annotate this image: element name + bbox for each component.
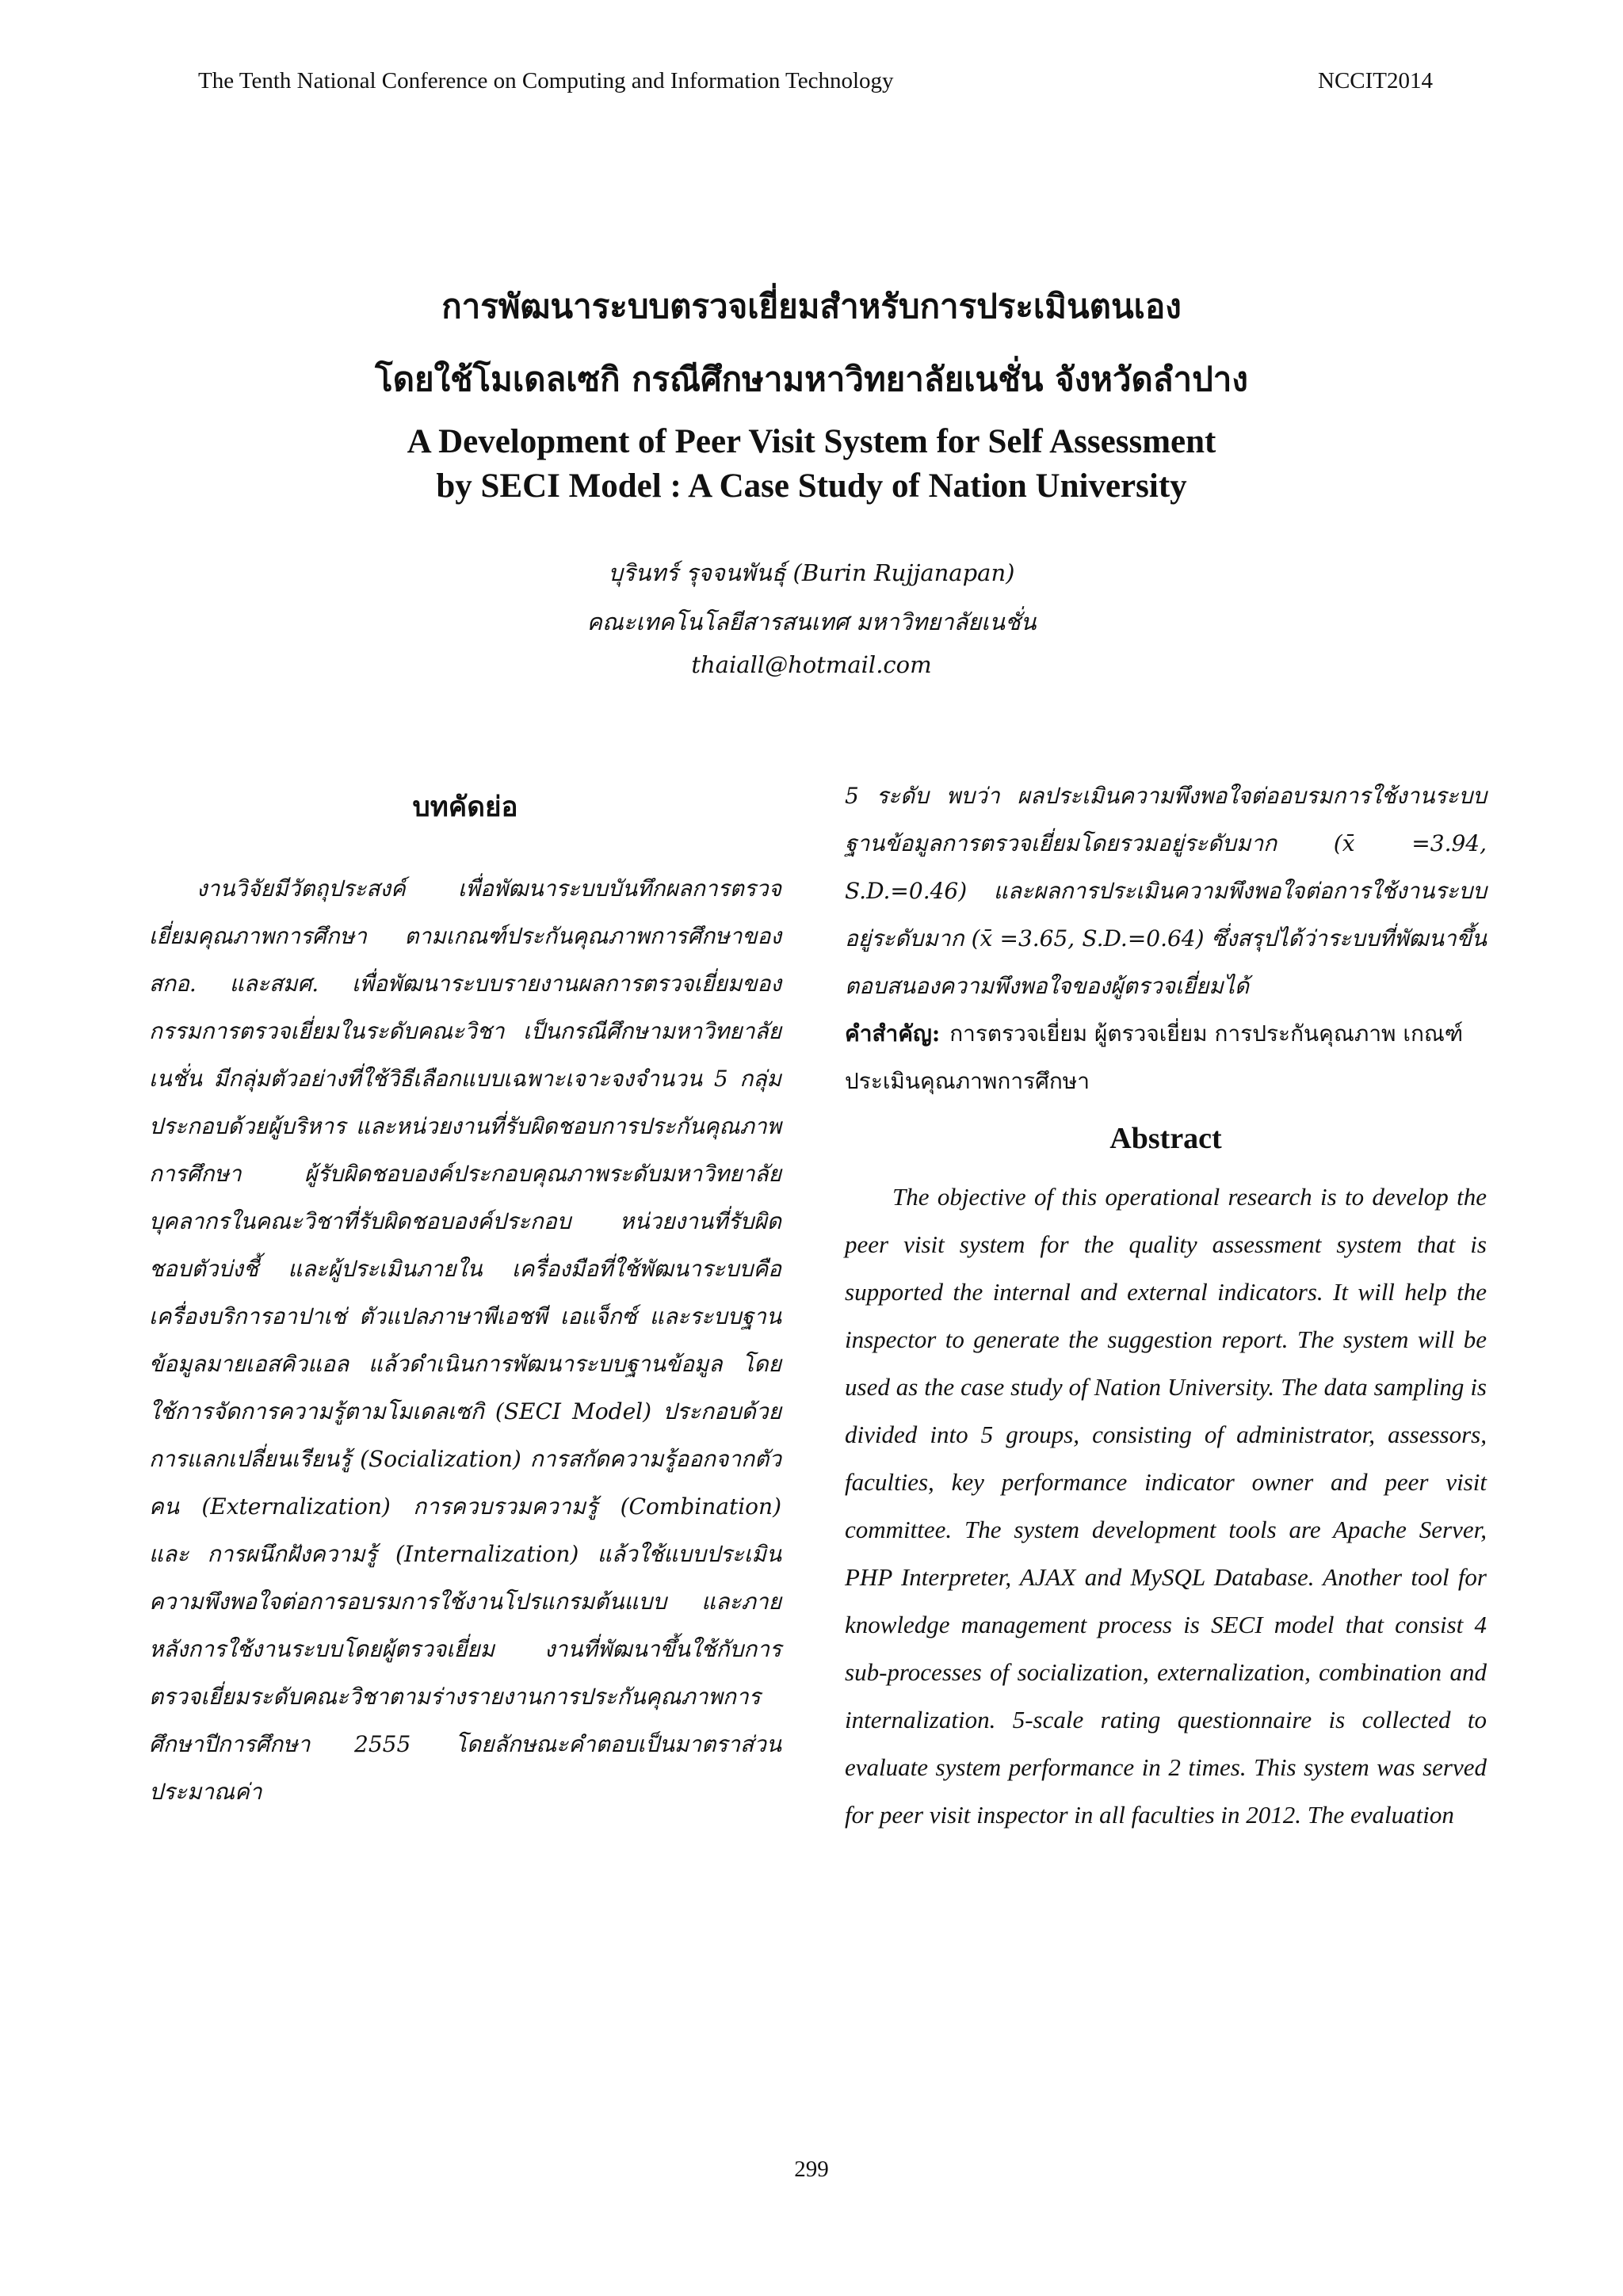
thai-title-line-1: การพัฒนาระบบตรวจเยี่ยมสำหรับการประเมินตนเอง <box>441 287 1182 326</box>
author-affiliation: คณะเทคโนโลยีสารสนเทศ มหาวิทยาลัยเนชั่น <box>586 608 1037 635</box>
thai-title-line-2: โดยใช้โมเดลเซกิ กรณีศึกษามหาวิทยาลัยเนชั่น จังหวัดลำปาง <box>375 360 1248 399</box>
right-column <box>845 772 1487 1839</box>
running-header-conference: The Tenth National Conference on Computing and Information Technology <box>198 68 894 93</box>
english-title-line-2: by SECI Model : A Case Study of Nation University <box>436 467 1187 505</box>
running-header-code: NCCIT2014 <box>1318 68 1433 93</box>
author-email: thaiall@hotmail.com <box>691 651 932 678</box>
english-abstract-heading: Abstract <box>1109 1122 1222 1155</box>
thai-abstract-continuation: 5 ระดับ พบว่า ผลประเมินความพึงพอใจต่ออบรมการใช้งานระบบฐานข้อมูลการตรวจเยี่ยมโดยรวมอยู่ระดับมาก (x̄ =3.94, S.D.=0.46) และผลการประเมินความพึงพอใจต่อการใช้งานระบบ อยู่ระดับมาก (x̄ =3.65, S.D.=0.64) ซึ่งสรุปได้ว่าระบบที่พัฒนาขึ้นตอบสนองความพึงพอใจของผู้ตรวจเยี่ยมได้ <box>845 783 1487 999</box>
author-name: บุรินทร์ รุจจนพันธุ์ (Burin Rujjanapan) <box>608 559 1015 586</box>
english-abstract-body: The objective of this operational research is to develop the peer visit system for the quality assessment system that is supported the internal and external indicators. It will help the inspector to generate the suggestion report. The system will be used as the case study of Nation University. The data sampling is divided into 5 groups, consisting of administrator, assessors, faculties, key performance indicator owner and peer visit committee. The system development tools are Apache Server, PHP Interpreter, AJAX and MySQL Database. Another tool for knowledge management process is SECI model that consist 4 sub-processes of socialization, externalization, combination and internalization. 5-scale rating questionnaire is collected to evaluate system performance in 2 times. This system was served for peer visit inspector in all faculties in 2012. The evaluation <box>845 1183 1487 1829</box>
keywords-label: คำสำคัญ: <box>845 1020 941 1047</box>
keywords <box>845 1010 1487 1105</box>
keywords-text: การตรวจเยี่ยม ผู้ตรวจเยี่ยม การประกันคุณภาพ เกณฑ์ประเมินคุณภาพการศึกษา <box>845 1020 1464 1094</box>
english-title-line-1: A Development of Peer Visit System for Self Assessment <box>407 423 1216 460</box>
page-number: 299 <box>794 2157 829 2182</box>
left-column <box>149 772 781 1816</box>
thai-abstract-body: งานวิจัยมีวัตถุประสงค์ เพื่อพัฒนาระบบบันทึกผลการตรวจเยี่ยมคุณภาพการศึกษา ตามเกณฑ์ประกันคุณภาพการศึกษาของ สกอ. และสมศ. เพื่อพัฒนาระบบรายงานผลการตรวจเยี่ยมของกรรมการตรวจเยี่ยมในระดับคณะวิชา เป็นกรณีศึกษามหาวิทยาลัยเนชั่น มีกลุ่มตัวอย่างที่ใช้วิธีเลือกแบบเฉพาะเจาะจงจำนวน 5 กลุ่ม ประกอบด้วยผู้บริหาร และหน่วยงานที่รับผิดชอบการประกันคุณภาพการศึกษา ผู้รับผิดชอบองค์ประกอบคุณภาพระดับมหาวิทยาลัย บุคลากรในคณะวิชาที่รับผิดชอบองค์ประกอบ หน่วยงานที่รับผิดชอบตัวบ่งชี้ และผู้ประเมินภายใน เครื่องมือที่ใช้พัฒนาระบบคือเครื่องบริการอาปาเช่ ตัวแปลภาษาพีเอชพี เอแจ็กซ์ และระบบฐานข้อมูลมายเอสคิวแอล แล้วดำเนินการพัฒนาระบบฐานข้อมูล โดยใช้การจัดการความรู้ตามโมเดลเซกิ (SECI Model) ประกอบด้วย การแลกเปลี่ยนเรียนรู้ (Socialization) การสกัดความรู้ออกจากตัวคน (Externalization) การควบรวมความรู้ (Combination) และ การผนึกฝังความรู้ (Internalization) แล้วใช้แบบประเมินความพึงพอใจต่อการอบรมการใช้งานโปรแกรมต้นแบบ และภายหลังการใช้งานระบบโดยผู้ตรวจเยี่ยม งานที่พัฒนาขึ้นใช้กับการตรวจเยี่ยมระดับคณะวิชาตามร่างรายงานการประกันคุณภาพการศึกษาปีการศึกษา 2555 โดยลักษณะคำตอบเป็นมาตราส่วนประมาณค่า <box>149 875 781 1805</box>
thai-abstract-heading: บทคัดย่อ <box>412 791 518 823</box>
